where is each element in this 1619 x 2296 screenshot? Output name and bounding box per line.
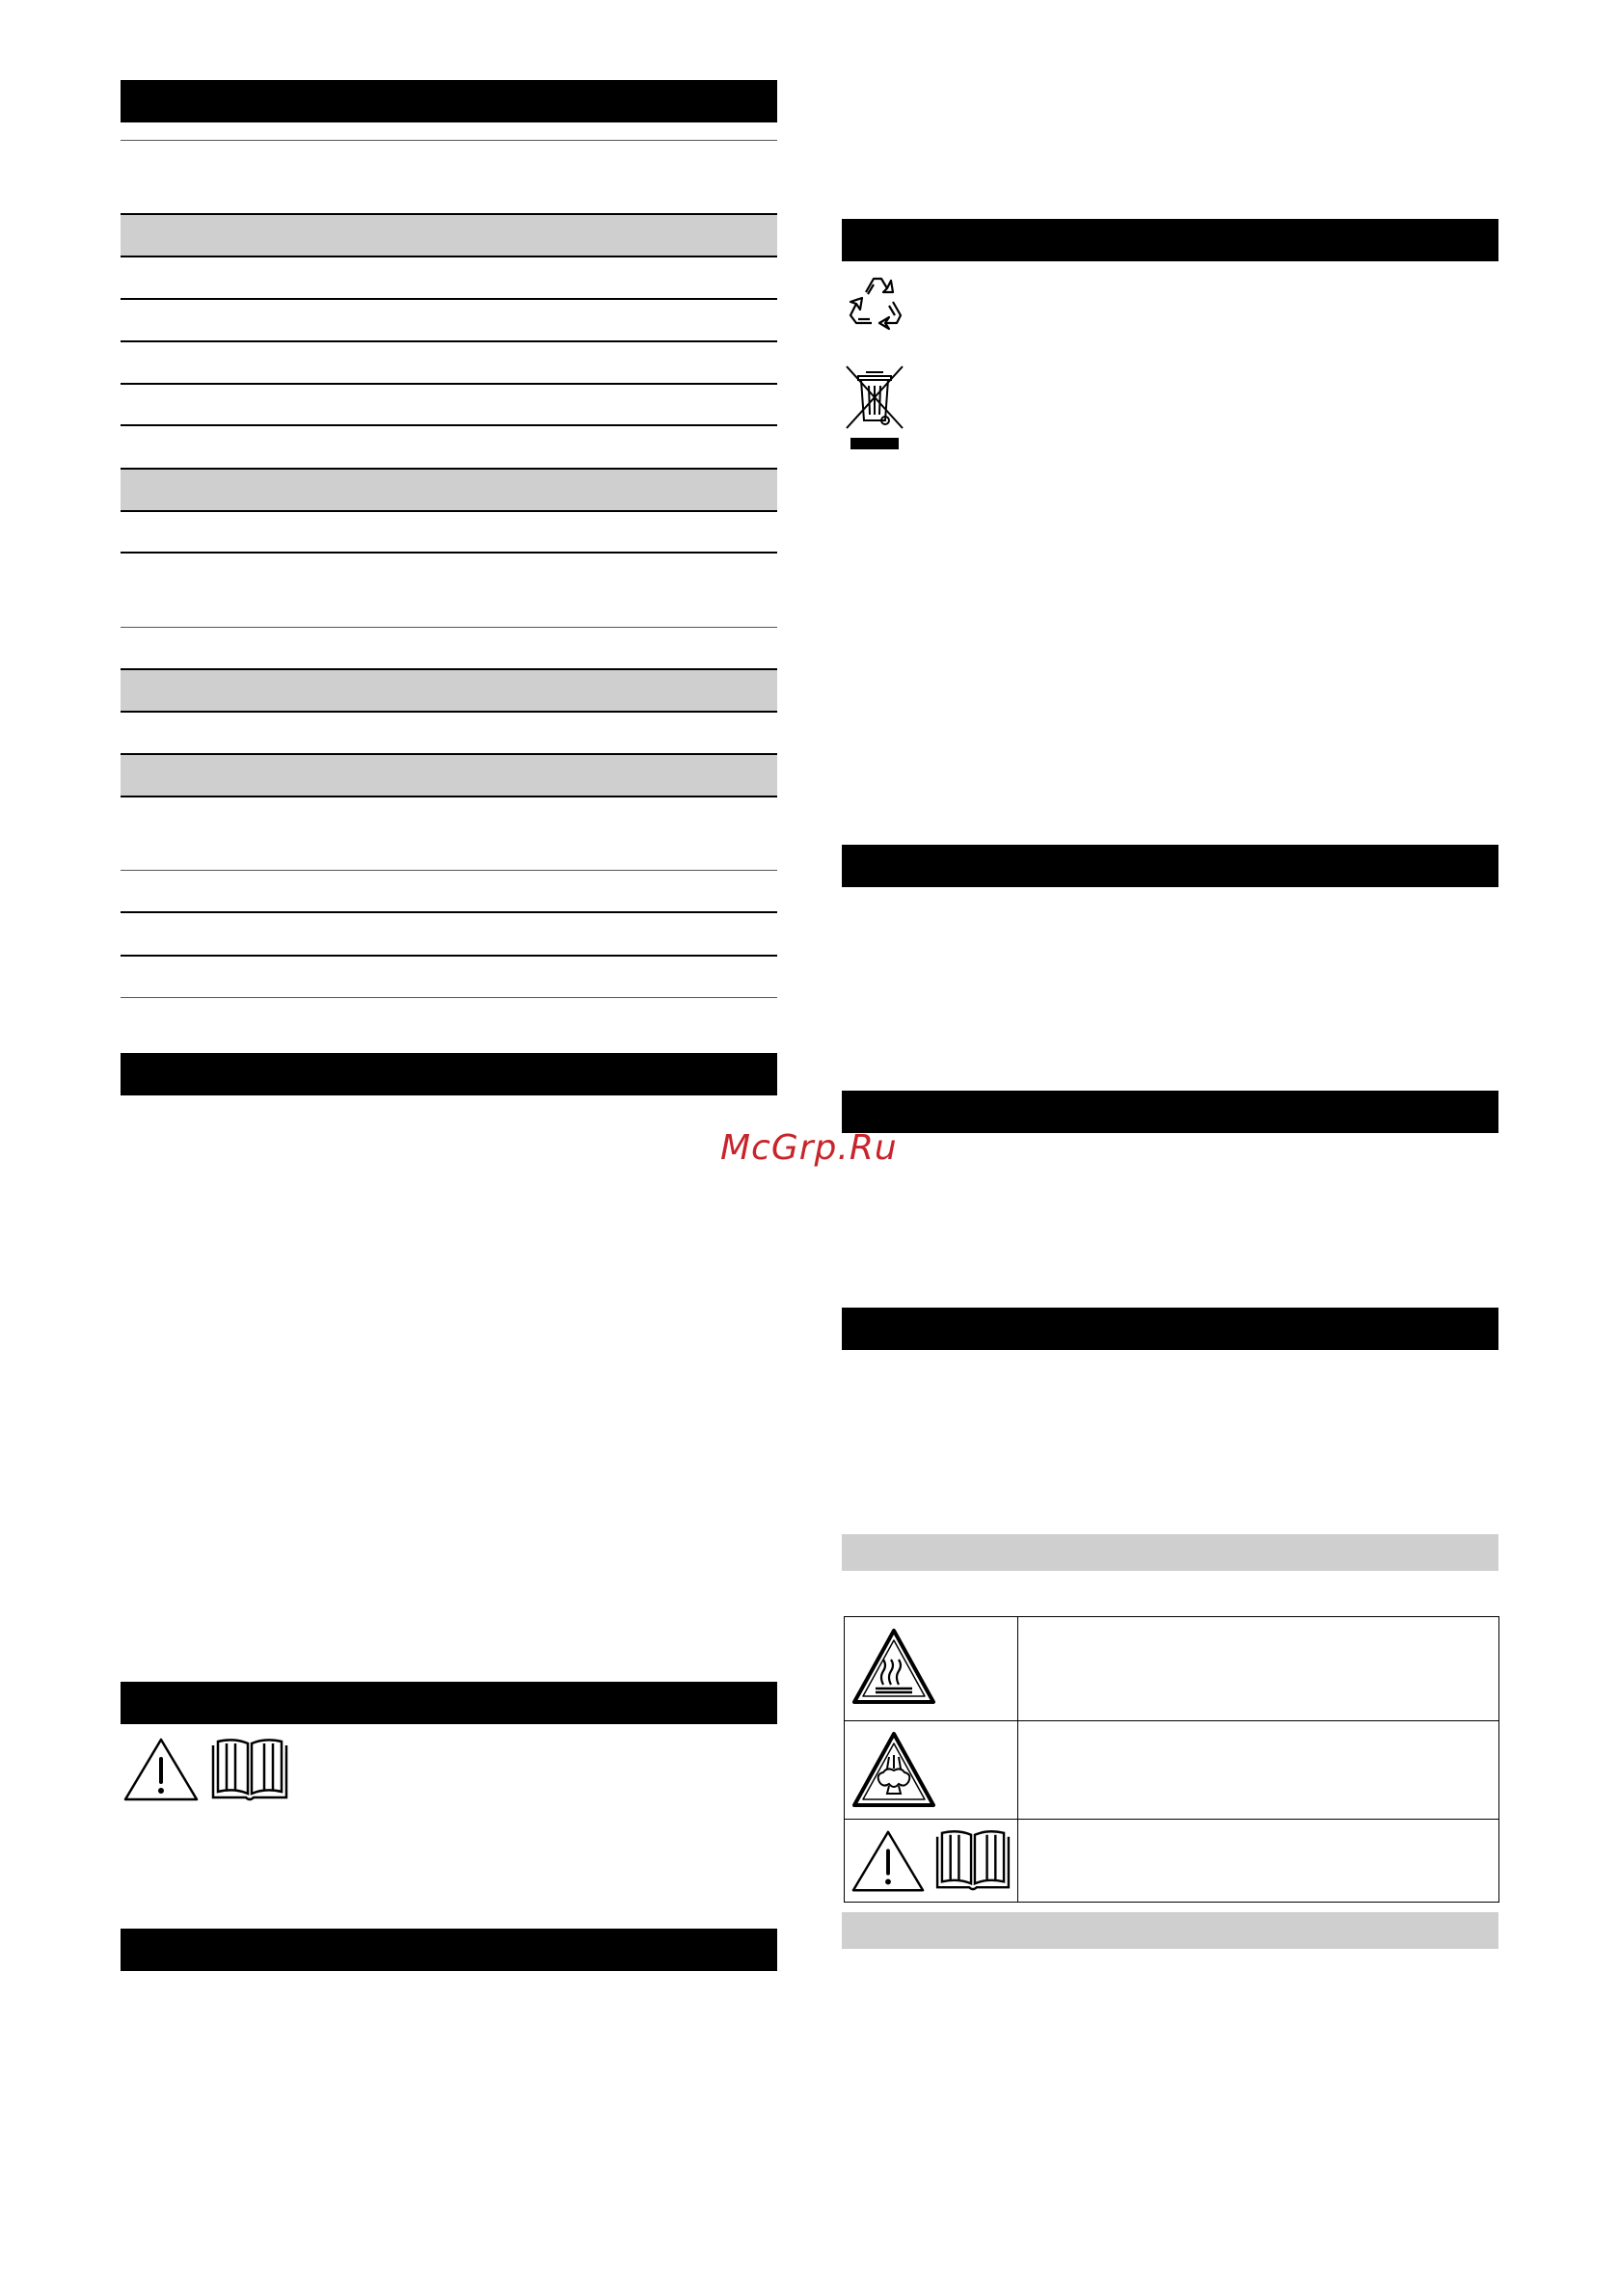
- table-rule: [121, 870, 777, 871]
- divider: [121, 140, 777, 141]
- table-rule: [121, 796, 777, 797]
- table-group-header: [121, 214, 777, 256]
- manual-book-icon: [209, 1736, 290, 1803]
- table-rule: [121, 753, 777, 755]
- table-rule: [121, 711, 777, 713]
- table-rule: [121, 340, 777, 342]
- safety-symbol-table: [844, 1616, 1499, 1903]
- warning-triangle-icon: [122, 1736, 200, 1803]
- crossed-bin-icon: [845, 365, 906, 453]
- table-rule: [121, 213, 777, 215]
- table-rule: [121, 468, 777, 470]
- hot-surface-warning-icon: [850, 1627, 937, 1706]
- section-heading-bar: [121, 80, 777, 122]
- table-group-header: [121, 754, 777, 796]
- recycle-icon: [845, 273, 906, 335]
- steam-warning-icon: [850, 1730, 937, 1809]
- table-column-divider: [1017, 1617, 1018, 1902]
- section-heading-bar: [121, 1682, 777, 1724]
- section-heading-bar: [842, 1308, 1498, 1350]
- table-rule: [121, 552, 777, 554]
- table-rule: [121, 955, 777, 957]
- table-rule: [121, 997, 777, 998]
- section-heading-bar: [121, 1053, 777, 1095]
- table-group-header: [121, 669, 777, 711]
- table-rule: [121, 298, 777, 300]
- table-rule: [121, 256, 777, 257]
- shaded-band: [842, 1534, 1498, 1571]
- section-heading-bar: [842, 219, 1498, 261]
- table-rule: [121, 668, 777, 670]
- watermark: McGrp.Ru: [720, 1128, 898, 1168]
- manual-book-icon: [933, 1827, 1012, 1893]
- table-rule: [121, 383, 777, 385]
- warning-triangle-icon: [850, 1827, 926, 1895]
- section-heading-bar: [842, 845, 1498, 887]
- table-group-header: [121, 469, 777, 510]
- table-rule: [121, 627, 777, 628]
- table-rule: [121, 510, 777, 512]
- table-rule: [121, 911, 777, 913]
- section-heading-bar: [842, 1091, 1498, 1133]
- table-row: [845, 1720, 1498, 1721]
- shaded-band: [842, 1912, 1498, 1949]
- table-rule: [121, 424, 777, 426]
- section-heading-bar: [121, 1929, 777, 1971]
- table-row: [845, 1819, 1498, 1820]
